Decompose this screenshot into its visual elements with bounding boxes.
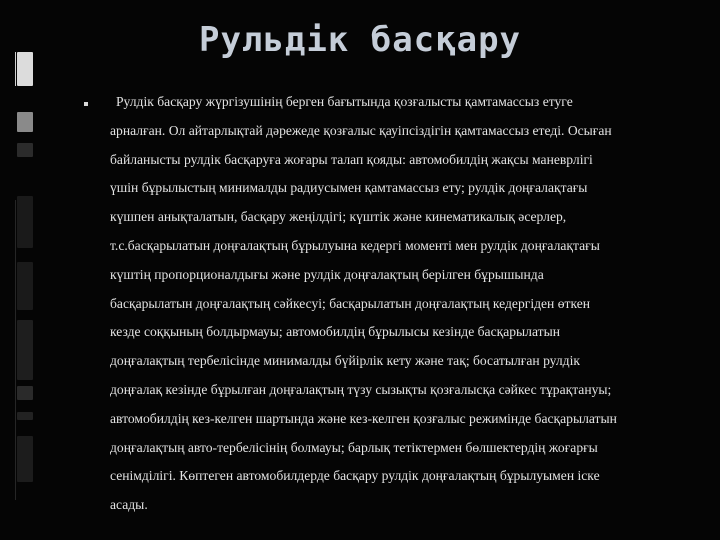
paragraph-line: күштің пропорционалдығы және рулдік доңғалақтың берілген бұрышында — [110, 266, 544, 282]
decorative-bar — [17, 262, 33, 310]
paragraph-line: Рулдік басқару жүргізушінің берген бағытында қозғалысты қамтамассыз етуге — [116, 94, 573, 109]
paragraph-line: доңғалақтың тербелісінде минималды бүйірлік кету және тақ; босатылған рулдік — [110, 353, 580, 369]
paragraph-line: сенімділігі. Көптеген автомобилдерде басқару рулдік доңғалақтың бұрылуымен іске — [110, 468, 600, 484]
decorative-sidebar — [0, 0, 34, 540]
paragraph-line: доңғалақ кезінде бұрылған доңғалақтың түзу сызықты қозғалысқа сәйкес тұрақтануы; — [110, 381, 612, 397]
decorative-bar — [17, 143, 33, 157]
paragraph-line: байланысты рулдік басқаруға жоғары талап қояды: автомобилдің жақсы маневрлігі — [110, 151, 593, 167]
paragraph-line: басқарылатын доңғалақтың сәйкесуі; басқарылатын доңғалақтың кедергіден өткен — [110, 295, 591, 311]
paragraph-line: автомобилдің кез-келген шартында және кез-келген қозғалыс режимінде басқарылатын — [110, 410, 617, 426]
paragraph-line: асады. — [110, 497, 148, 513]
decorative-bar — [17, 412, 33, 420]
decorative-bar — [17, 386, 33, 400]
paragraph-line: үшін бұрылыстың минималды радиусымен қамтамассыз ету; рулдік доңғалақтағы — [110, 180, 588, 196]
decorative-bar — [17, 320, 33, 380]
paragraph-line: күшпен анықталатын, басқару жеңілдігі; күштік және кинематикалық әсерлер, — [110, 209, 567, 225]
decorative-bar — [17, 196, 33, 248]
paragraph-line: арналған. Ол айтарлықтай дәрежеде қозғалыс қауіпсіздігін қамтамассыз етеді. Осыған — [110, 122, 612, 138]
bullet-marker — [84, 102, 88, 106]
paragraph-line: т.с.басқарылатын доңғалақтың бұрылуына кедергі моменті мен рулдік доңғалақтағы — [110, 237, 600, 253]
decorative-bar — [17, 112, 33, 132]
slide-body-paragraph — [110, 88, 700, 520]
paragraph-line: доңғалақтың авто-тербелісінің болмауы; барлық тетіктермен бөлшектердің жоғарғы — [110, 439, 598, 455]
decorative-line — [15, 200, 16, 500]
slide-title: Рульдік басқару — [198, 20, 522, 60]
paragraph-line: кезде соққының болдырмауы; автомобилдің бұрылысы кезінде басқарылатын — [110, 324, 560, 340]
decorative-bar — [17, 436, 33, 482]
